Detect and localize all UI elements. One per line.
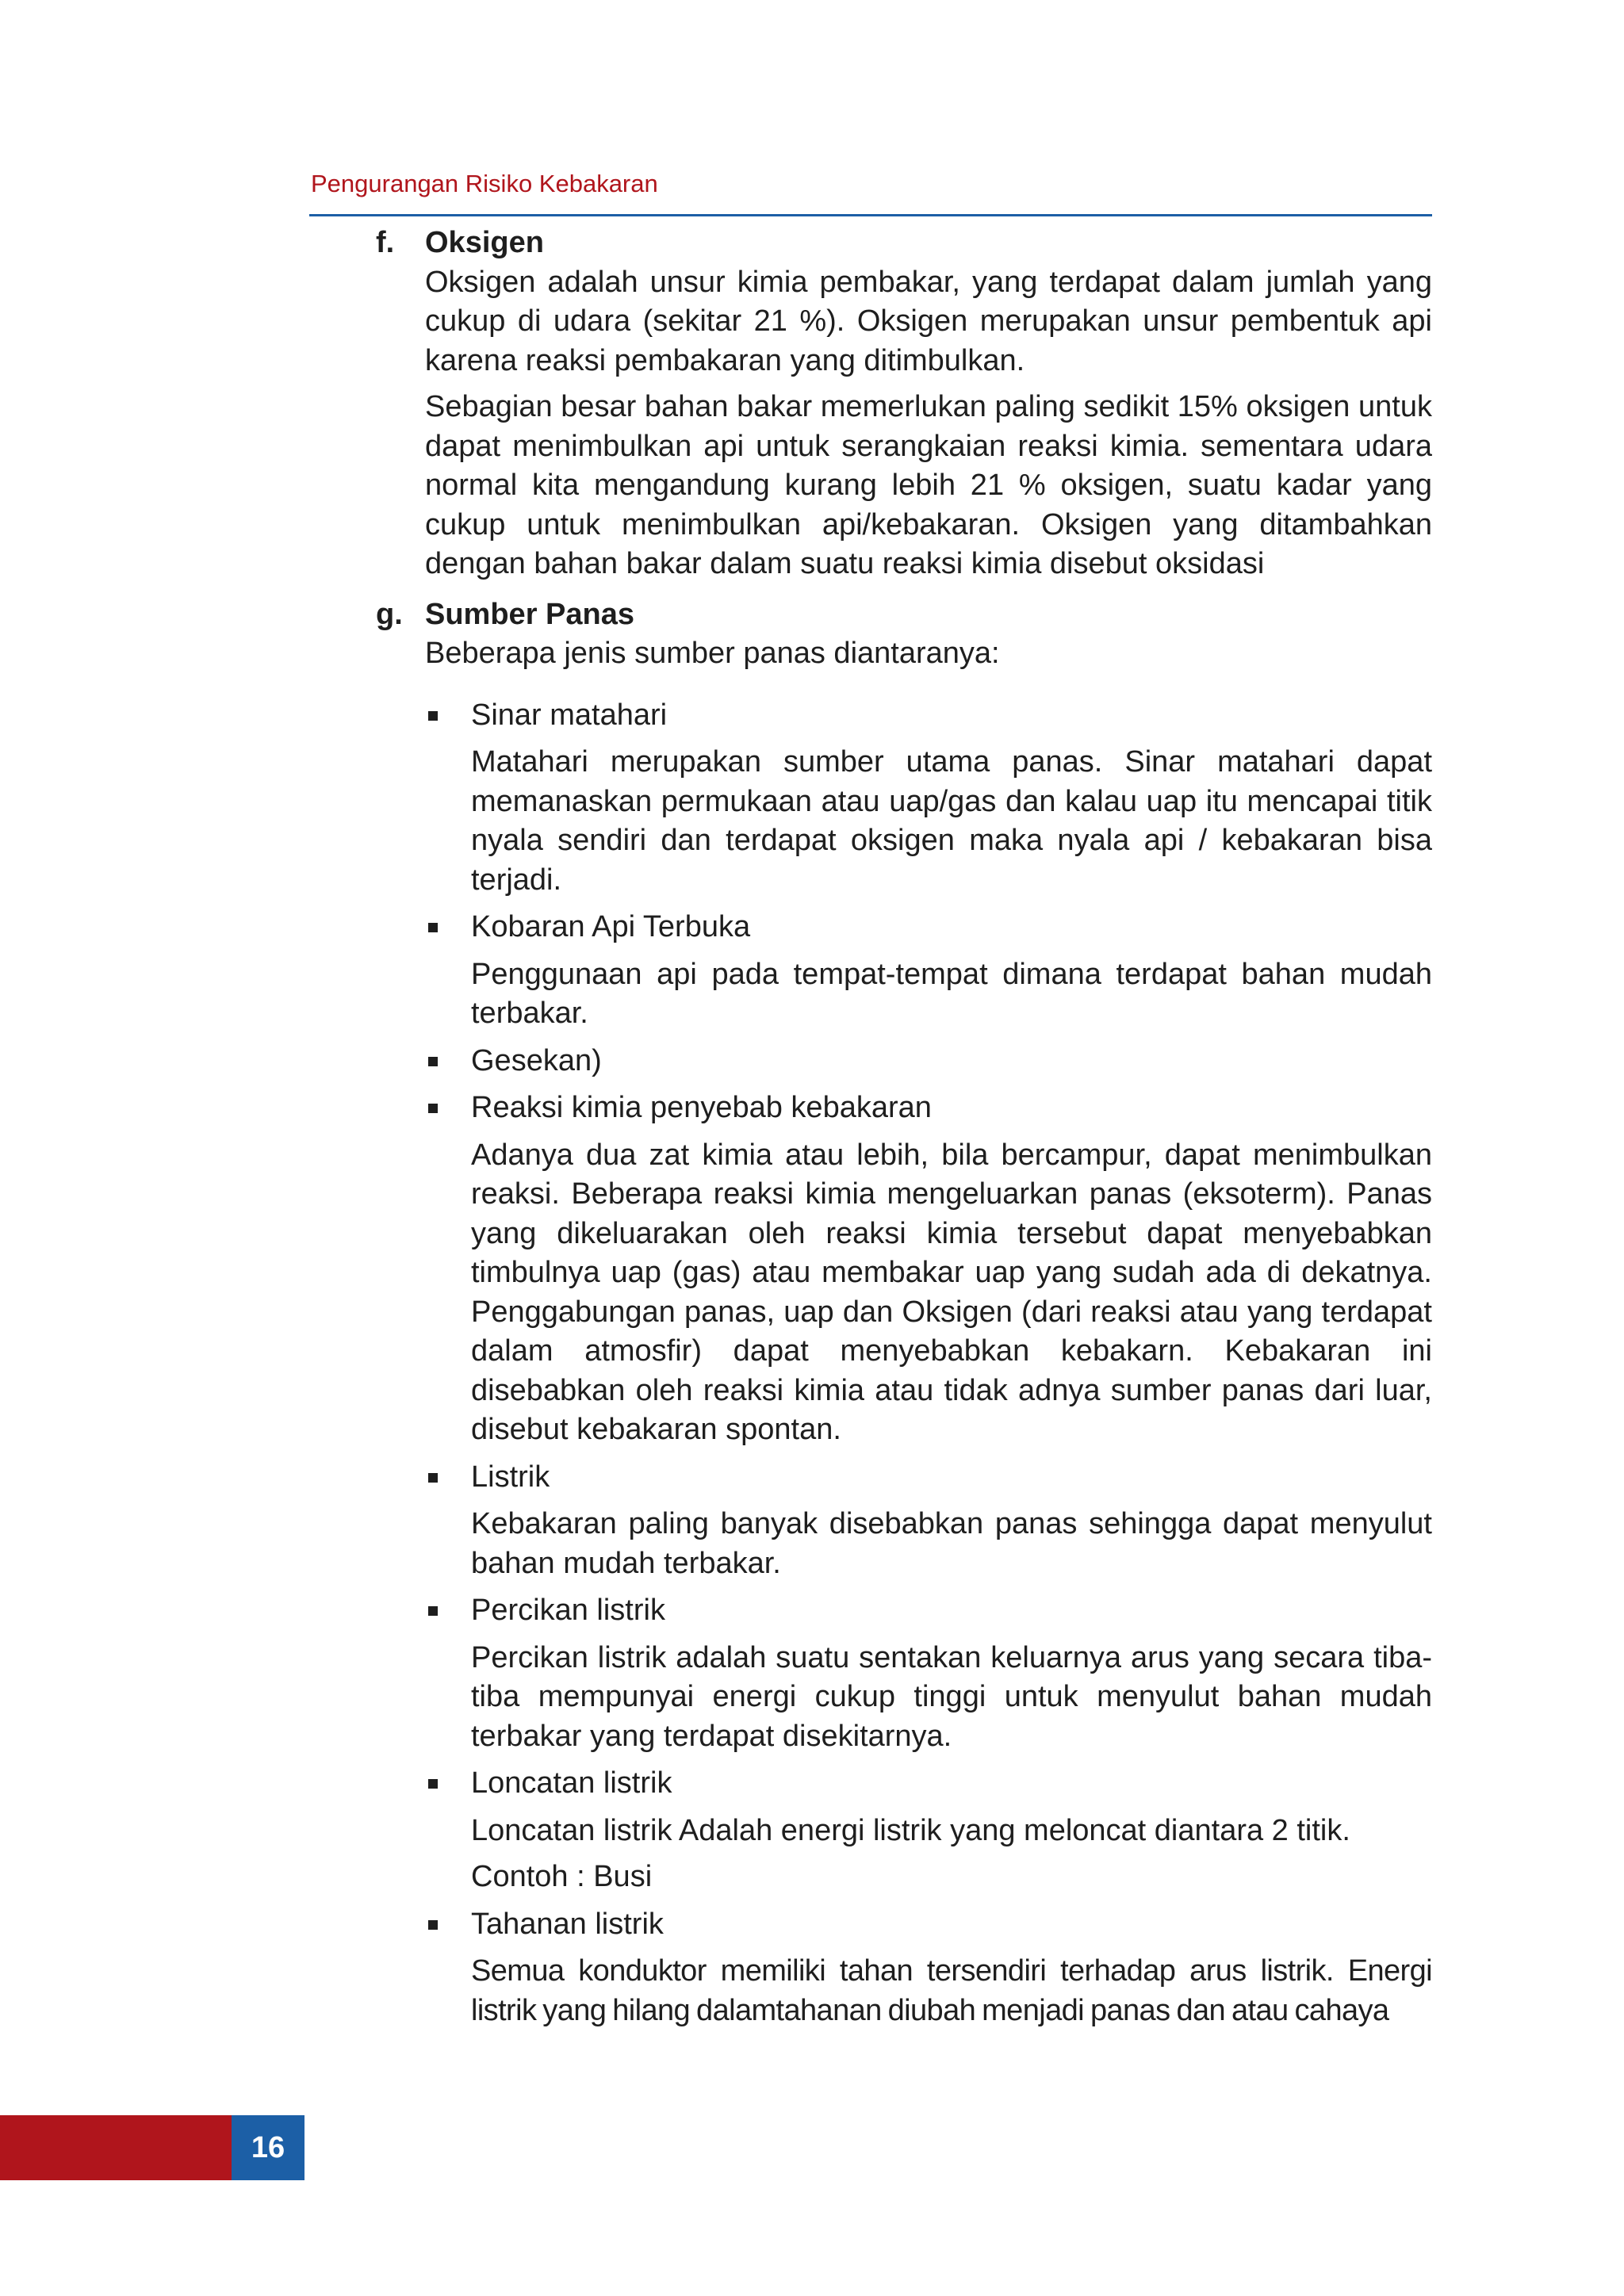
section-sumber-panas xyxy=(373,595,1432,2031)
list-item-title: Sinar matahari xyxy=(471,698,668,732)
page-number: 16 xyxy=(232,2115,304,2180)
list-item xyxy=(425,1458,1432,1584)
list-item-title: Percikan listrik xyxy=(471,1594,665,1627)
page-content xyxy=(373,224,1432,2038)
bullet-icon xyxy=(428,1057,438,1066)
list-item-title: Loncatan listrik xyxy=(471,1766,672,1800)
section-title: Oksigen xyxy=(425,226,544,259)
section-letter: f. xyxy=(376,226,395,259)
list-item xyxy=(425,1089,1432,1450)
section-intro: Beberapa jenis sumber panas diantaranya: xyxy=(425,637,1000,670)
list-item xyxy=(425,1764,1432,1897)
list-item-title: Listrik xyxy=(471,1460,550,1494)
list-item-desc: Matahari merupakan sumber utama panas. Sinar matahari dapat memanaskan permukaan atau uap/gas dan kalau uap itu mencapai titik nyala sendiri dan terdapat oksigen maka nyala api / kebakaran bisa terjadi. xyxy=(471,745,1432,897)
header-divider xyxy=(309,214,1432,216)
paragraph: Sebagian besar bahan bakar memerlukan paling sedikit 15% oksigen untuk dapat menimbulkan api untuk serangkaian reaksi kimia. sementara udara normal kita mengandung kurang lebih 21 % oksigen, suatu kadar yang cukup untuk menimbulkan api/kebakaran. Oksigen yang ditambahkan dengan bahan bakar dalam suatu reaksi kimia disebut oksidasi xyxy=(425,390,1432,580)
list-item xyxy=(425,1905,1432,2031)
list-item-title: Gesekan) xyxy=(471,1043,602,1077)
list-item-desc: Adanya dua zat kimia atau lebih, bila bercampur, dapat menimbulkan reaksi. Beberapa reaksi kimia mengeluarkan panas (eksoterm). Panas yang dikeluarakan oleh reaksi kimia tersebut dapat menyebabkan timbulnya uap (gas) atau membakar uap yang sudah ada di dekatnya. Penggabungan panas, uap dan Oksigen (dari reaksi atau yang terdapat dalam atmosfir) dapat menyebabkan kebakarn. Kebakaran ini disebabkan oleh reaksi kimia atau tidak adnya sumber panas dari luar, disebut kebakaran spontan. xyxy=(471,1138,1432,1446)
heat-source-list xyxy=(425,696,1432,2031)
list-item-title: Tahanan listrik xyxy=(471,1907,664,1941)
bullet-icon xyxy=(428,923,438,932)
list-item-title: Reaksi kimia penyebab kebakaran xyxy=(471,1091,932,1124)
list-item xyxy=(425,696,1432,901)
list-item xyxy=(425,1591,1432,1756)
section-letter: g. xyxy=(376,597,403,631)
list-item-desc: Loncatan listrik Adalah energi listrik yang meloncat diantara 2 titik. xyxy=(471,1813,1350,1847)
list-item-desc: Percikan listrik adalah suatu sentakan keluarnya arus yang secara tiba-tiba mempunyai energi cukup tinggi untuk menyulut bahan mudah terbakar yang terdapat disekitarnya. xyxy=(471,1640,1432,1753)
list-item-title: Kobaran Api Terbuka xyxy=(471,910,751,943)
list-item xyxy=(425,1042,1432,1081)
bullet-icon xyxy=(428,1473,438,1483)
list-item xyxy=(425,908,1432,1034)
footer-red-band xyxy=(0,2115,232,2180)
bullet-icon xyxy=(428,711,438,721)
list-item-desc: Semua konduktor memiliki tahan tersendiri terhadap arus listrik. Energi listrik yang hilang dalamtahanan diubah menjadi panas dan atau cahaya xyxy=(471,1954,1432,2027)
paragraph: Oksigen adalah unsur kimia pembakar, yang terdapat dalam jumlah yang cukup di udara (sekitar 21 %). Oksigen merupakan unsur pembentuk api karena reaksi pembakaran yang ditimbulkan. xyxy=(425,265,1432,377)
list-item-example: Contoh : Busi xyxy=(471,1860,653,1893)
running-header: Pengurangan Risiko Kebakaran xyxy=(311,170,658,197)
section-title: Sumber Panas xyxy=(425,597,634,631)
bullet-icon xyxy=(428,1779,438,1789)
section-oksigen xyxy=(373,224,1432,584)
bullet-icon xyxy=(428,1606,438,1616)
list-item-desc: Penggunaan api pada tempat-tempat dimana terdapat bahan mudah terbakar. xyxy=(471,957,1432,1030)
bullet-icon xyxy=(428,1104,438,1113)
bullet-icon xyxy=(428,1920,438,1930)
list-item-desc: Kebakaran paling banyak disebabkan panas sehingga dapat menyulut bahan mudah terbakar. xyxy=(471,1507,1432,1580)
